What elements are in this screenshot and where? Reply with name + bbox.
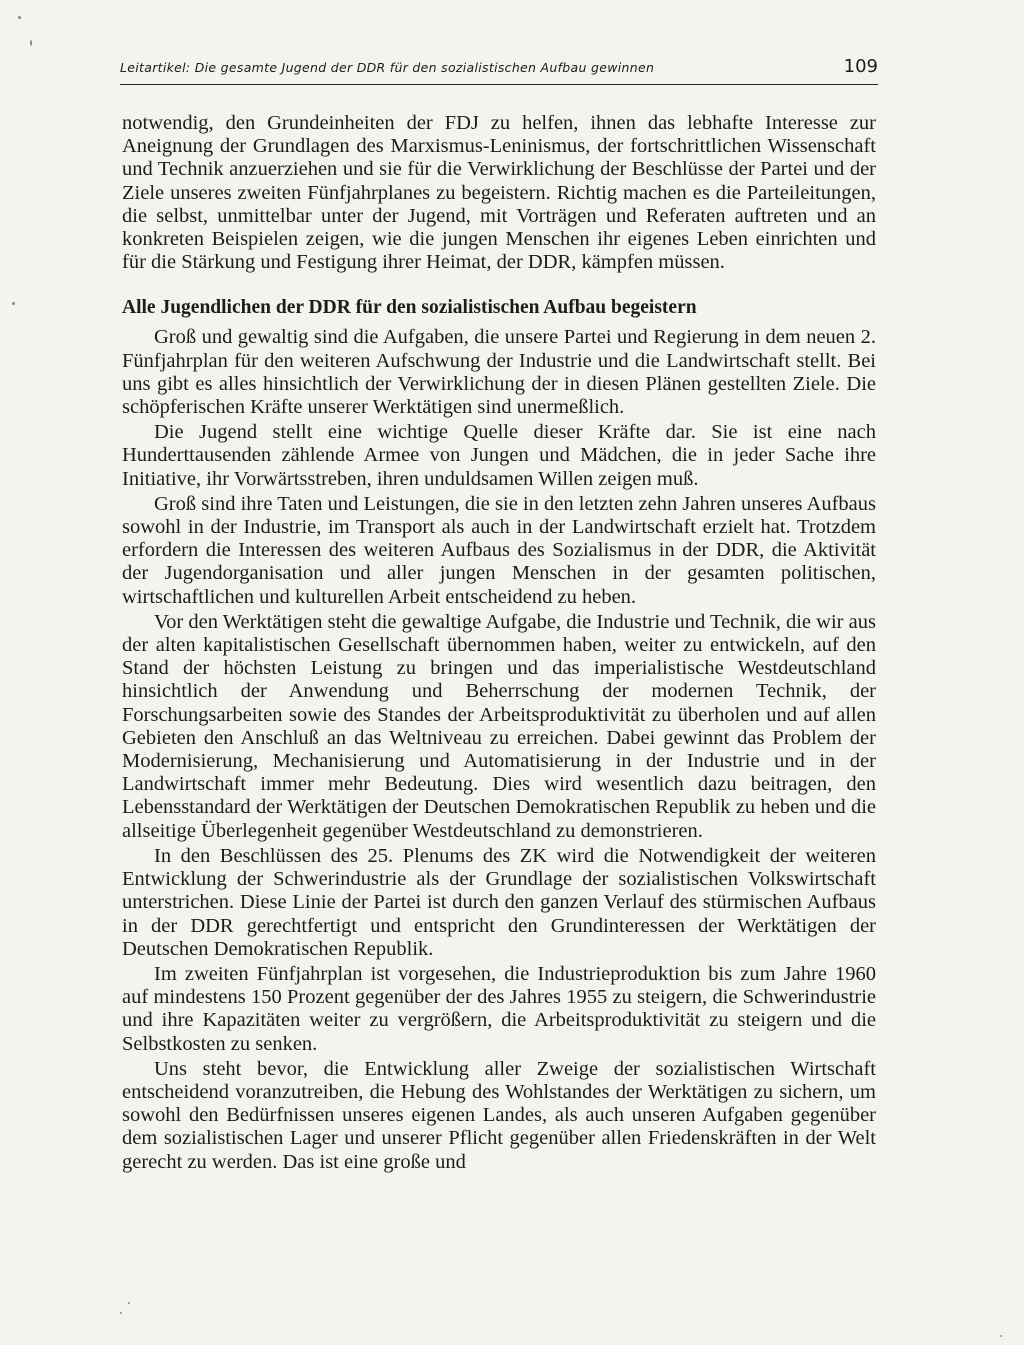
paragraph-5: In den Beschlüssen des 25. Plenums des ZK wird die Notwendigkeit der weiteren Entwicklung der Schwerindustrie als der Grundlage der sozialistischen Volkswirtschaft unterstrichen. Diese Linie der Partei ist durch den ganzen Verlauf des stürmischen Aufbaus in der DDR gerechtfertigt und entspricht den Grundinteressen der Werktätigen der Deutschen Demokratischen Republik. xyxy=(122,844,876,960)
print-speck xyxy=(30,40,32,46)
page-number: 109 xyxy=(843,56,878,77)
running-header xyxy=(120,58,878,85)
paragraph-2: Die Jugend stellt eine wichtige Quelle dieser Kräfte dar. Sie ist eine nach Hunderttausenden zählende Armee von Jungen und Mädchen, die in jeder Sache ihre Initiative, ihr Vorwärtsstreben, ihren unduldsamen Willen zeigen muß. xyxy=(122,421,876,490)
paragraph-1: Groß und gewaltig sind die Aufgaben, die unsere Partei und Regierung in dem neuen 2. Fünfjahrplan für den weiteren Aufschwung der Industrie und die Landwirtschaft stellt. Bei uns gibt es alles hinsichtlich der Verwirklichung der in diesen Plänen gestellten Ziele. Die schöpferischen Kräfte unserer Werktätigen sind unermeßlich. xyxy=(122,326,876,419)
print-speck xyxy=(120,1312,122,1314)
paragraph-3: Groß sind ihre Taten und Leistungen, die sie in den letzten zehn Jahren unseres Aufbaus sowohl in der Industrie, im Transport als auch in der Landwirtschaft erzielt hat. Trotzdem erfordern die Interessen des weiteren Aufbaus des Sozialismus in der DDR, die Aktivität der Jugendorganisation und aller jungen Menschen in der gesamten politischen, wirtschaftlichen und kulturellen Arbeit entscheidend zu heben. xyxy=(122,492,876,608)
intro-paragraph: notwendig, den Grundeinheiten der FDJ zu helfen, ihnen das lebhafte Interesse zur Aneignung der Grundlagen des Marxismus-Leninismus, der fortschrittlichen Wissenschaft und Technik anzuerziehen und sie für die Verwirklichung der Beschlüsse der Partei und der Ziele unseres zweiten Fünfjahrplanes zu begeistern. Richtig machen es die Parteileitungen, die selbst, unmittelbar unter der Jugend, mit Vorträgen und Referaten auftreten und an konkreten Beispielen zeigen, wie die jungen Menschen ihr eigenes Leben einrichten und für die Stärkung und Festigung ihrer Heimat, der DDR, kämpfen müssen. xyxy=(122,112,876,274)
running-title: Leitartikel: Die gesamte Jugend der DDR für den sozialistischen Aufbau gewinnen xyxy=(120,60,655,75)
paragraph-6: Im zweiten Fünfjahrplan ist vorgesehen, die Industrieproduktion bis zum Jahre 1960 auf mindestens 150 Prozent gegenüber der des Jahres 1955 zu steigern, die Schwerindustrie und ihre Kapazitäten weiter zu vergrößern, die Arbeitsproduktivität zu steigern und die Selbstkosten zu senken. xyxy=(122,962,876,1055)
print-speck xyxy=(18,16,21,19)
article-body xyxy=(122,112,876,1174)
print-speck xyxy=(12,302,15,305)
paragraph-7: Uns steht bevor, die Entwicklung aller Zweige der sozialistischen Wirtschaft entscheidend voranzutreiben, die Hebung des Wohlstandes der Werktätigen zu sichern, um sowohl den Bedürfnissen unseres eigenen Landes, als auch unseren Aufgaben gegenüber dem sozialistischen Lager und unserer Pflicht gegenüber allen Friedenskräften in der Welt gerecht zu werden. Das ist eine große und xyxy=(122,1057,876,1173)
paragraph-4: Vor den Werktätigen steht die gewaltige Aufgabe, die Industrie und Technik, die wir aus der alten kapitalistischen Gesellschaft übernommen haben, weiter zu entwickeln, auf den Stand der höchsten Leistung zu bringen und das imperialistische Westdeutschland hinsichtlich der Anwendung und Beherrschung der modernen Technik, der Forschungsarbeiten sowie des Standes der Arbeitsproduktivität zu überholen und auf allen Gebieten den Anschluß an das Weltniveau zu erreichen. Dabei gewinnt das Problem der Modernisierung, Mechanisierung und Automatisierung in der Industrie und in der Landwirtschaft immer mehr Bedeutung. Dies wird wesentlich dazu beitragen, den Lebensstandard der Werktätigen der Deutschen Demokratischen Republik zu heben und die allseitige Überlegenheit gegenüber Westdeutschland zu demonstrieren. xyxy=(122,610,876,842)
print-speck xyxy=(128,1302,130,1304)
section-heading: Alle Jugendlichen der DDR für den sozialistischen Aufbau begeistern xyxy=(122,297,697,319)
print-speck xyxy=(1000,1335,1002,1337)
